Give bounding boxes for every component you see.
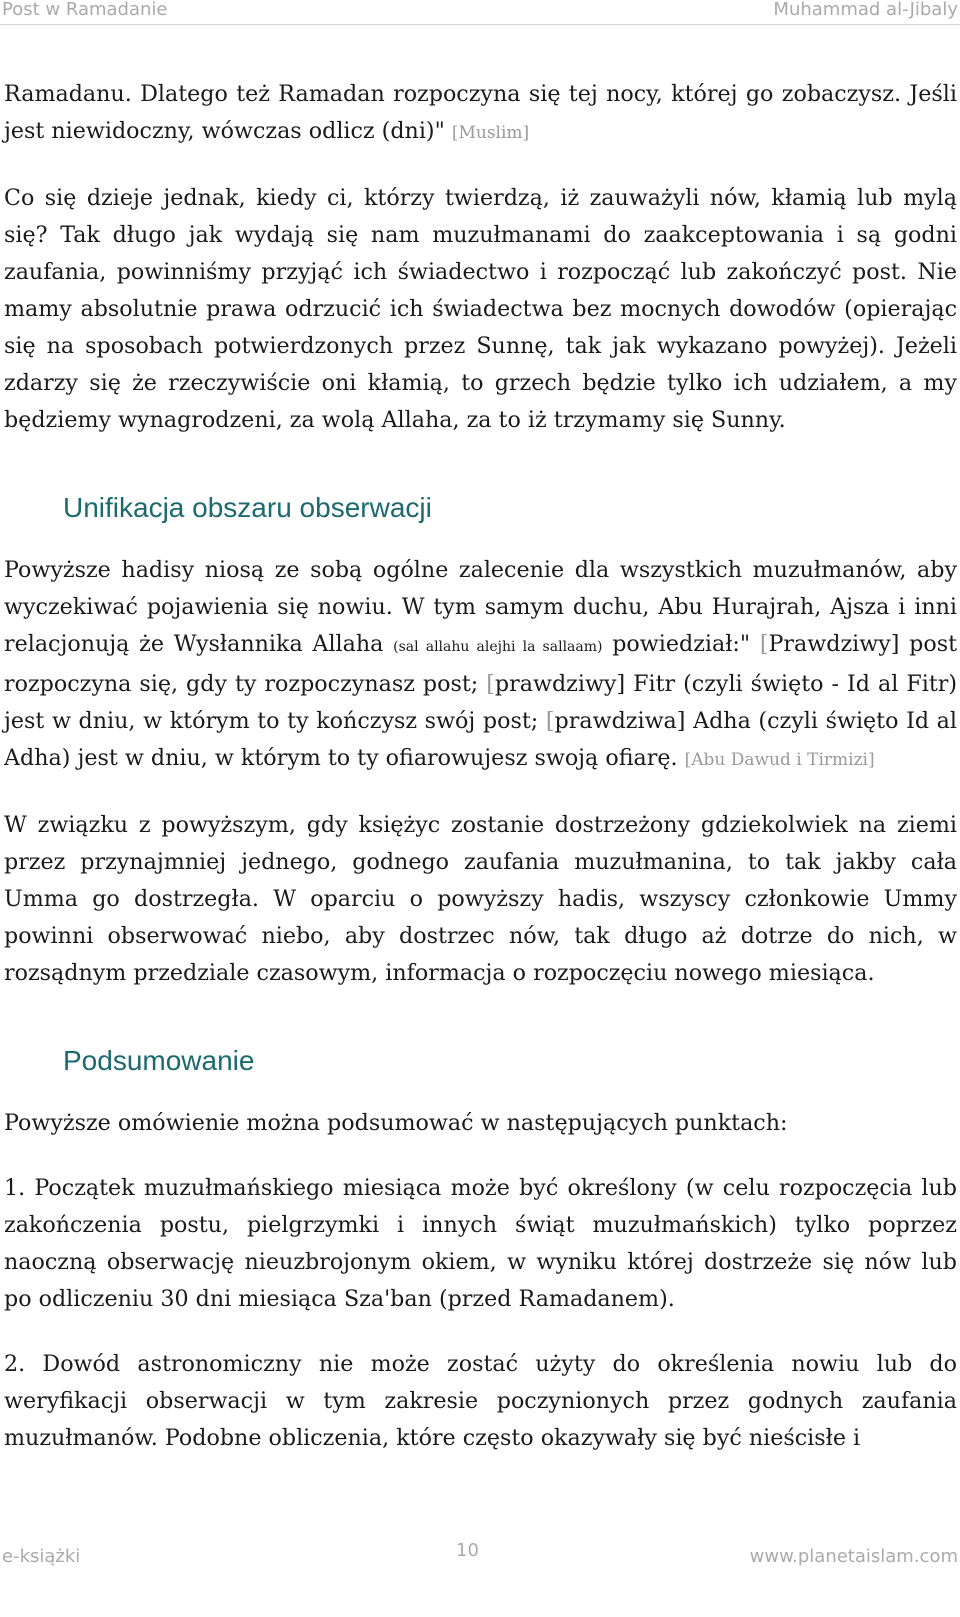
citation-muslim: [Muslim] (451, 123, 530, 143)
page-number: 10 (456, 1540, 479, 1561)
paragraph-1-text: Ramadanu. Dlatego też Ramadan rozpoczyna się tej nocy, której go zobaczysz. Jeśli jest niewidoczny, wówczas odlicz (dni)" (4, 81, 957, 144)
paragraph-3-text-b: powiedział:" (602, 631, 760, 657)
paragraph-4: W związku z powyższym, gdy księżyc zostanie dostrzeżony gdziekolwiek na ziemi przez przynajmniej jednego, godnego zaufania muzułmanina, to tak jakby cała Umma go dostrzegła. W oparciu o powyższy hadis, wszyscy członkowie Ummy powinni obserwować niebo, aby dostrzec nów, tak długo aż dotrze do nich, w rozsądnym przedziale czasowym, informacja o rozpoczęciu nowego miesiąca. (4, 812, 957, 986)
footer-label: e-książki (2, 1546, 81, 1567)
section-heading-unification: Unifikacja obszaru obserwacji (63, 492, 432, 523)
footer-website-link[interactable]: www.planetaislam.com (749, 1546, 958, 1567)
paragraph-3-text-c: Prawdziwy] post rozpoczyna się, gdy ty rozpoczynasz post; (4, 631, 958, 697)
page-header (0, 0, 960, 25)
citation-abu-dawud: [Abu Dawud i Tirmizi] (684, 750, 875, 770)
bracket-1: [ (759, 631, 769, 657)
page-content (4, 76, 957, 1457)
summary-point-2: 2. Dowód astronomiczny nie może zostać użyty do określenia nowiu lub do weryfikacji obserwacji w tym zakresie poczynionych przez godnych zaufania muzułmanów. Podobne obliczenia, które często okazywały się być nieścisłe i (4, 1351, 957, 1451)
page-footer (0, 1540, 960, 1617)
paragraph-1 (4, 76, 957, 152)
paragraph-2: Co się dzieje jednak, kiedy ci, którzy twierdzą, iż zauważyli nów, kłamią lub mylą się? Tak długo jak wydają się nam muzułmanami do zaakceptowania i są godni zaufania, powinniśmy przyjąć ich świadectwo i rozpocząć lub zakończyć post. Nie mamy absolutnie prawa odrzucić ich świadectwa bez mocnych dowodów (opierając się na sposobach potwierdzonych przez Sunnę, tak jak wykazano powyżej). Jeżeli zdarzy się że rzeczywiście oni kłamią, to grzech będzie tylko ich udziałem, a my będziemy wynagrodzeni, za wolą Allaha, za to iż trzymamy się Sunny. (4, 185, 957, 433)
bracket-2: [ (486, 671, 495, 697)
bracket-3: [ (545, 708, 555, 734)
paragraph-3-text-a: Powyższe hadisy niosą ze sobą ogólne zalecenie dla wszystkich muzułmanów, aby wyczekiwać pojawienia się nowiu. W tym samym duchu, Abu Hurajrah, Ajsza i inni relacjonują że Wysłannika Allaha (4, 557, 957, 657)
paragraph-3 (4, 552, 957, 779)
paragraph-3-text-e: prawdziwa] Adha (czyli święto Id al Adha) jest w dniu, w którym to ty ofiarowujesz swoją ofiarę. (4, 708, 957, 771)
paragraph-5: Powyższe omówienie można podsumować w następujących punktach: (4, 1110, 788, 1136)
paragraph-3-text-d: prawdziwy] Fitr (czyli święto - Id al Fitr) jest w dniu, w którym to ty kończysz swój post; (4, 671, 957, 734)
header-author: Muhammad al-Jibaly (773, 0, 958, 20)
section-heading-summary: Podsumowanie (63, 1045, 255, 1076)
summary-point-1: 1. Początek muzułmańskiego miesiąca może być określony (w celu rozpoczęcia lub zakończenia postu, pielgrzymki i innych świąt muzułmańskich) tylko poprzez naoczną obserwację nieuzbrojonym okiem, w wyniku której dostrzeże się nów lub po odliczeniu 30 dni miesiąca Sza'ban (przed Ramadanem). (4, 1175, 957, 1312)
salutation: (sal allahu alejhi la sallaam) (393, 639, 603, 655)
header-book-title: Post w Ramadanie (2, 0, 168, 20)
